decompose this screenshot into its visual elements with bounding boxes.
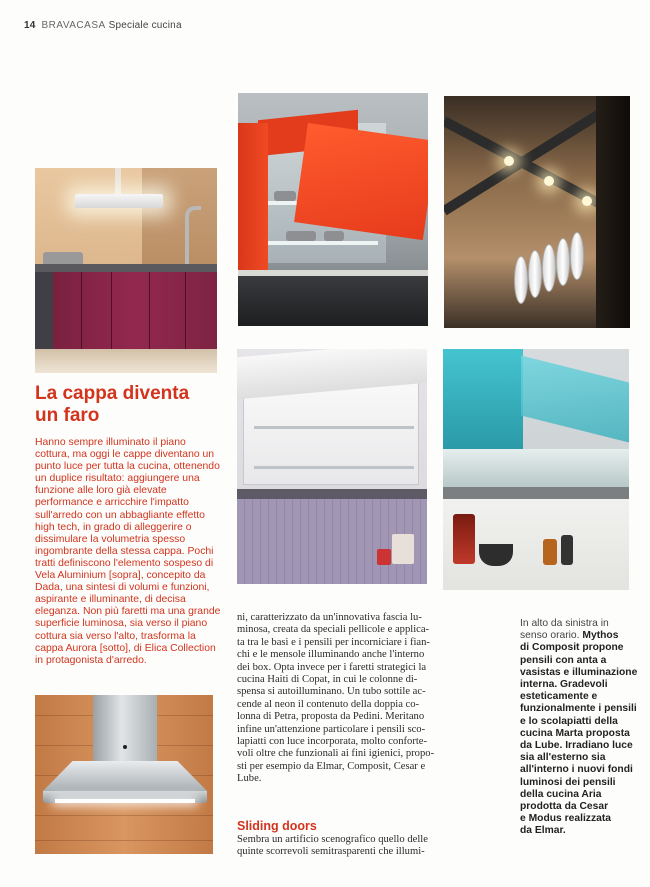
text-line: lapiatti con luce incorporata, molto conforte-: [237, 736, 428, 748]
section-title: Speciale cucina: [108, 20, 182, 31]
text-line: spensa si autoilluminano. Un tubo sottile ac-: [237, 686, 426, 698]
caption-line: prodotta da Cesar: [520, 801, 609, 813]
text-line: ta tra le basi e i pensili per incorniciare i fian-: [237, 636, 430, 648]
heading-line-2: un faro: [35, 405, 100, 426]
caption-line: cucina Marta proposta: [520, 727, 630, 739]
caption-line: senso orario. Mythos: [520, 630, 619, 642]
caption-line: di Composit propone: [520, 642, 624, 654]
caption-line: In alto da sinistra in: [520, 618, 609, 629]
text-line: ni, caratterizzato da un'innovativa fascia lu-: [237, 612, 422, 623]
caption-line: da Elmar.: [520, 825, 566, 837]
page-number: 14: [24, 20, 36, 31]
caption-line: esteticamente e: [520, 691, 598, 703]
text-line: infine un'attenzione particolare i pensili sco-: [237, 723, 426, 735]
blue-glass-cabinets-photo: [443, 349, 629, 590]
photo-caption: [520, 618, 638, 838]
kitchen-with-suspended-hood-photo: [35, 168, 217, 373]
caption-line: da Lube. Irradiano luce: [520, 740, 633, 752]
text-line: minosa, creata da speciali pellicole e applica-: [237, 624, 430, 636]
heading-line-1: La cappa diventa: [35, 383, 190, 404]
caption-line: all'interno i nuovi fondi: [520, 764, 633, 776]
caption-line: della cucina Aria: [520, 788, 602, 800]
caption-line: e Modus realizzata: [520, 813, 611, 825]
caption-line: interna. Gradevoli: [520, 679, 608, 691]
red-lift-up-cabinets-photo: [238, 93, 428, 326]
text-line: chi e le mensole illuminando anche l'interno: [237, 649, 425, 661]
caption-line: pensili con anta a: [520, 654, 607, 666]
text-line: Lube.: [237, 773, 262, 785]
text-line: voli oltre che funzionali ai fini igienici, propo-: [237, 748, 435, 760]
article-heading: [35, 383, 220, 427]
text-line: quinte scorrevoli semitrasparenti che illumi-: [237, 846, 425, 858]
text-line: cende al neon il contenuto della doppia co-: [237, 698, 420, 710]
text-line: lonna di Petra, proposta da Pedini. Meritano: [237, 711, 425, 723]
stainless-hood-photo: [35, 695, 213, 854]
text-line: sti per esempio da Elmar, Composit, Cesar e: [237, 760, 426, 772]
magazine-brand: BRAVACASA: [41, 20, 106, 31]
illuminated-dish-rack-photo: [444, 96, 630, 328]
white-lift-up-cabinet-photo: [237, 349, 427, 584]
intro-text: Hanno sempre illuminato il piano cottura, ma oggi le cappe diventano un punto luce per tutta la cucina, ottenendo un duplice risultato: aggiungere una funzione alle loro già elevate performance e arricchire l'impatto sull'arredo con un abbagliante effetto high tech, in grado di alleggerire o dissimulare la volumetria spesso ingombrante della stessa cappa. Pochi tratti definiscono l'elemento sospeso di Vela Aluminium [sopra], concepito da Dada, una sintesi di volumi e funzioni, aspirante e illuminante, di decisa eleganza. Non più faretti ma una grande superficie luminosa, sia verso il piano cottura sia verso l'alto, trasforma la cappa Aurora [sotto], di Elica Collection in protagonista d'arredo.: [35, 437, 221, 666]
body-text-continued: [237, 834, 427, 859]
caption-line: luminosi dei pensili: [520, 776, 616, 788]
text-line: dei box. Opta invece per i faretti strategici la: [237, 661, 427, 673]
body-text-column: [237, 612, 435, 786]
text-line: Sembra un artificio scenografico quello delle: [237, 834, 428, 845]
text-line: cucina Haiti di Copat, in cui le colonne di-: [237, 674, 418, 686]
page-header: [24, 20, 182, 31]
caption-line: vasistas e illuminazione: [520, 666, 638, 678]
intro-paragraph: [35, 437, 221, 667]
subheading-sliding-doors: Sliding doors: [237, 819, 317, 833]
caption-line: e lo scolapiatti della: [520, 715, 618, 727]
caption-line: sia all'esterno sia: [520, 752, 606, 764]
caption-line: funzionalmente i pensili: [520, 703, 637, 715]
